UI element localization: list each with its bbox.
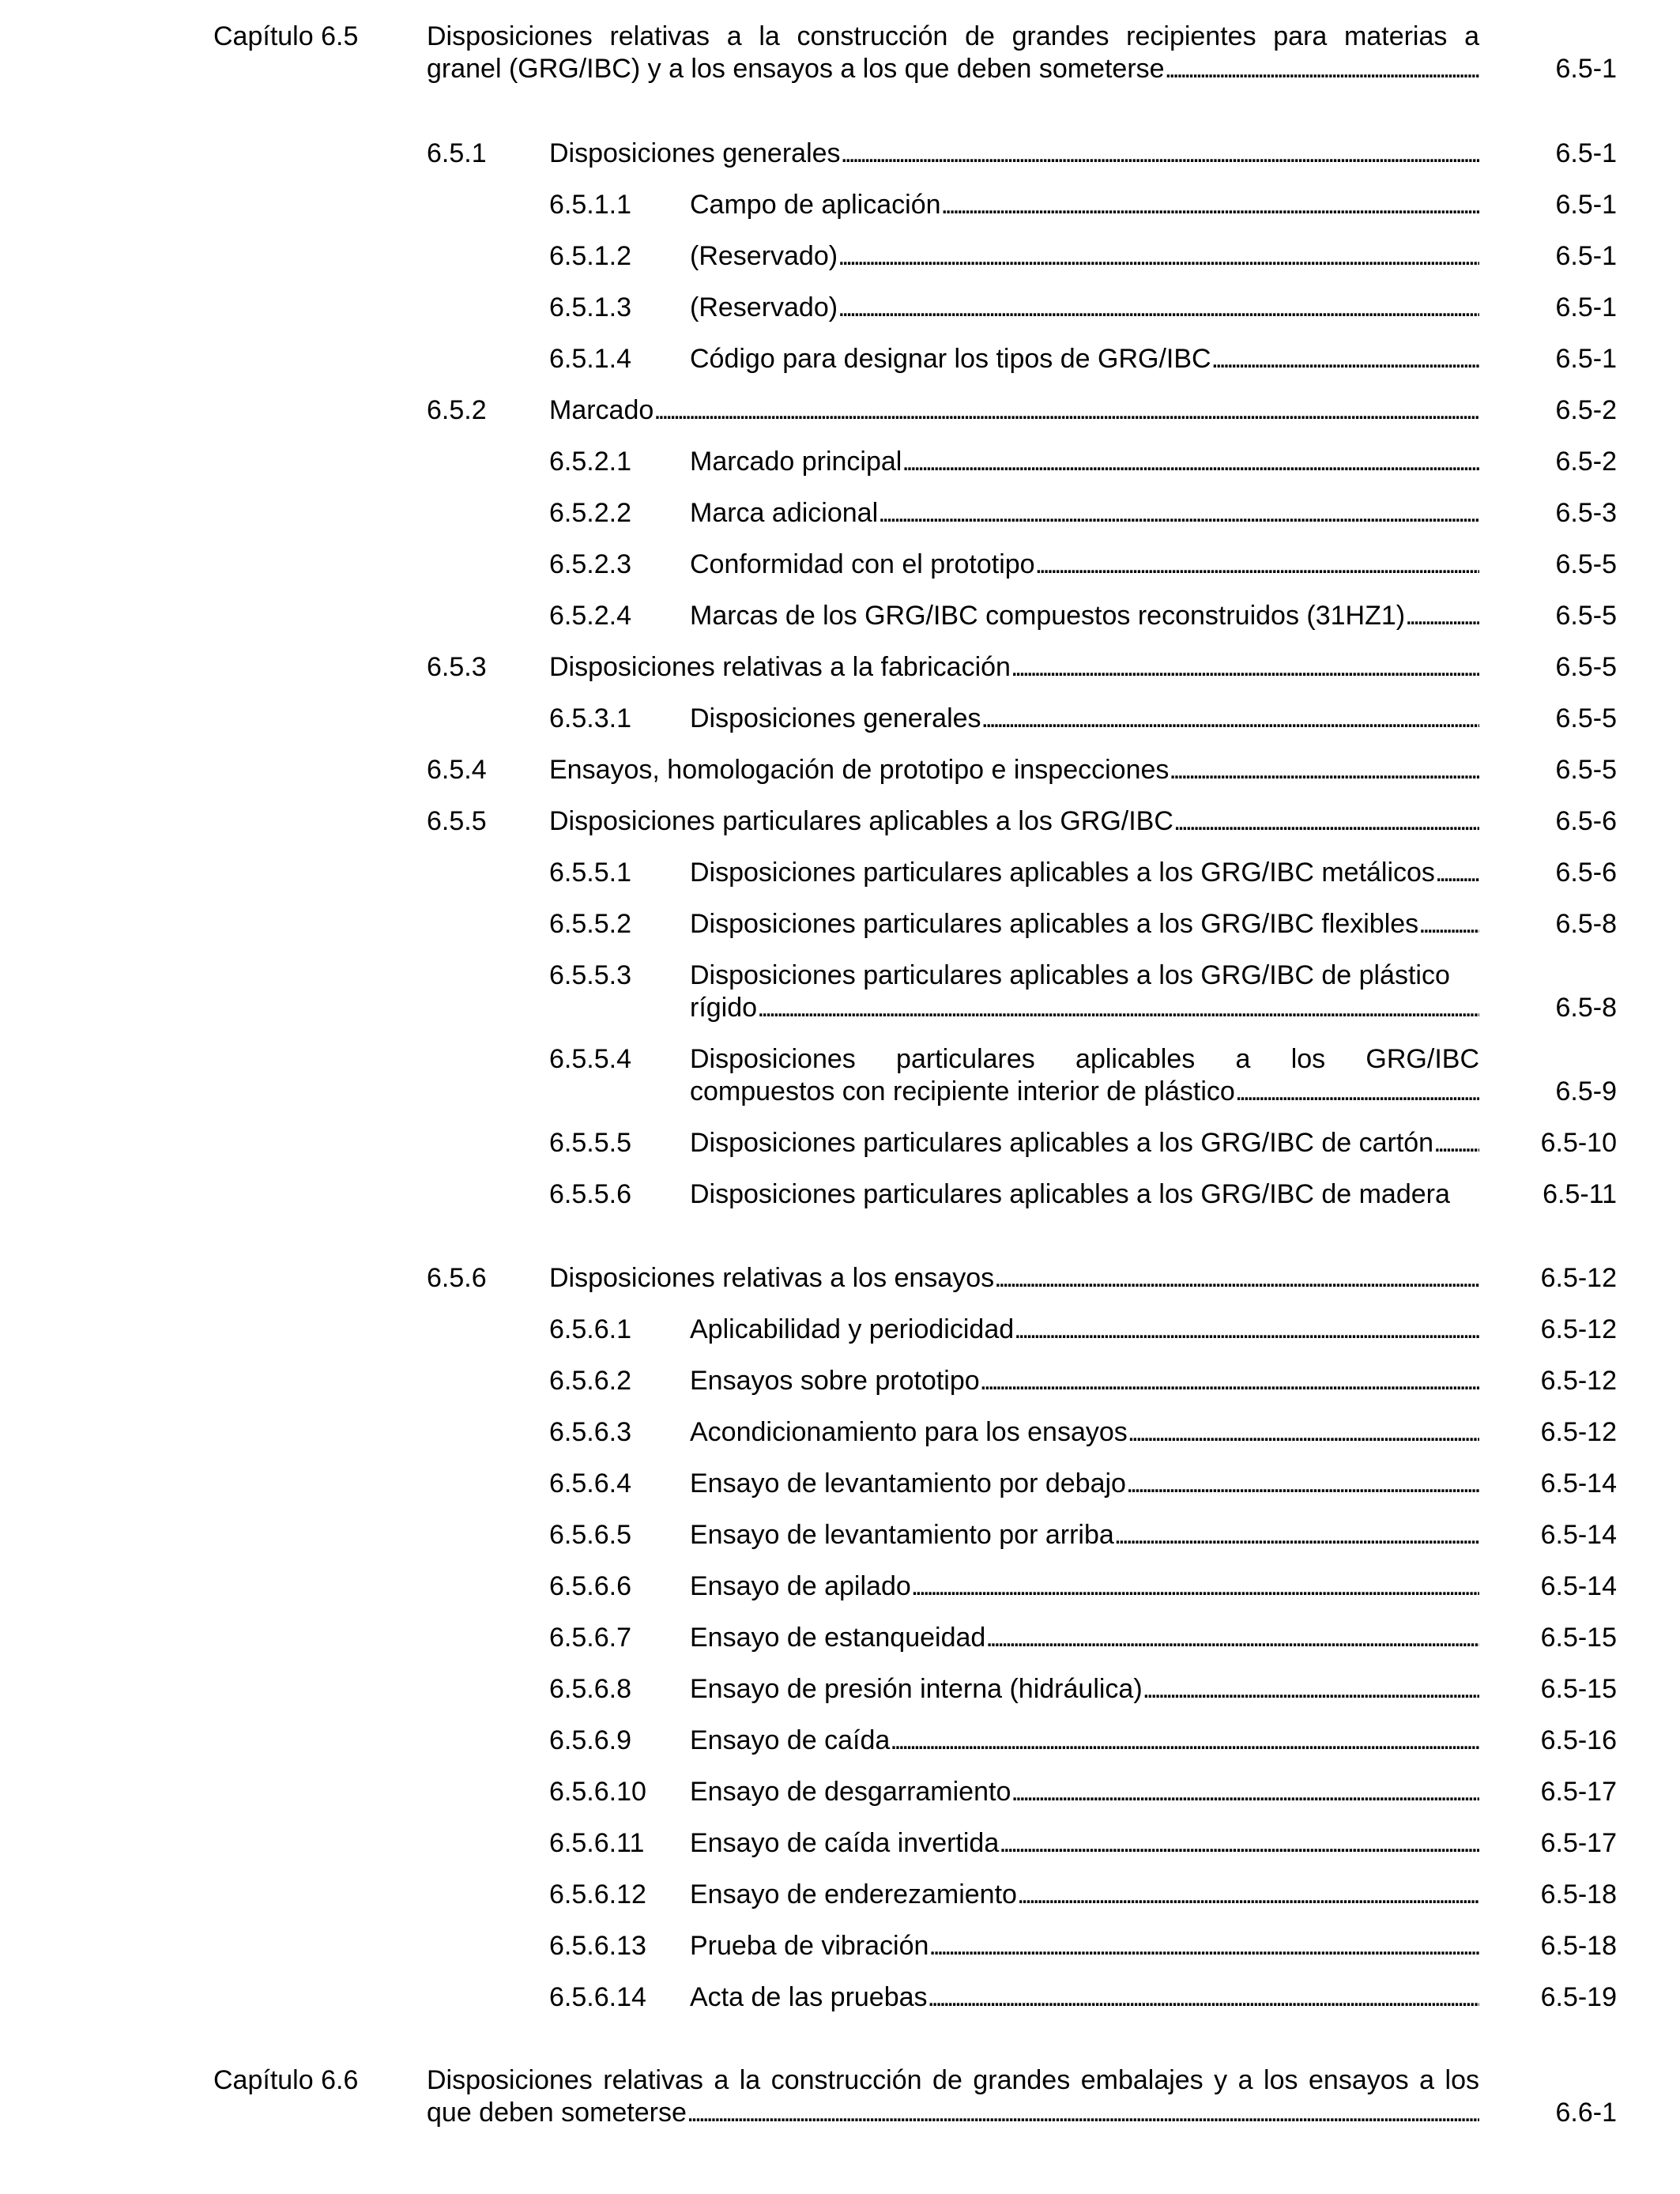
chapter-title-line-1: Disposiciones relativas a la construcción de grandes embalajes y a los ensayos a los xyxy=(427,2065,1479,2095)
entry-page: 6.5-1 xyxy=(1555,241,1617,271)
dot-leader xyxy=(1211,343,1479,375)
entry-title: Disposiciones particulares aplicables a los GRG/IBC flexibles xyxy=(690,909,1419,939)
entry-number: 6.5.6.14 xyxy=(549,1982,646,2012)
entry-number: 6.5.4 xyxy=(427,755,487,785)
entry-title: Disposiciones relativas a los ensayos xyxy=(549,1263,995,1293)
entry-title: Marcado principal xyxy=(690,447,902,477)
entry-title-line-1: Disposiciones particulares aplicables a los GRG/IBC xyxy=(690,1044,1479,1074)
entry-number: 6.5.6.5 xyxy=(549,1520,631,1550)
entry-page: 6.5-5 xyxy=(1555,703,1617,733)
entry-number: 6.5.6.3 xyxy=(549,1417,631,1447)
entry-page: 6.5-2 xyxy=(1555,447,1617,477)
entry-page: 6.5-10 xyxy=(1540,1128,1617,1158)
chapter-label: Capítulo 6.6 xyxy=(213,2065,359,2095)
entry-number: 6.5.5 xyxy=(427,806,487,836)
dot-leader xyxy=(1418,908,1479,941)
dot-leader xyxy=(1235,1076,1479,1108)
dot-leader xyxy=(1405,600,1479,632)
entry-page: 6.5-14 xyxy=(1540,1468,1617,1498)
entry-title-line-1 xyxy=(690,959,1479,992)
entry-number: 6.5.1.3 xyxy=(549,292,631,322)
entry-title-text: que deben someterse xyxy=(427,2098,687,2128)
entry-number: 6.5.3.1 xyxy=(549,703,631,733)
dot-leader xyxy=(757,992,1479,1024)
entry-page: 6.5-1 xyxy=(1555,54,1617,84)
entry-page: 6.5-6 xyxy=(1555,806,1617,836)
entry-number: 6.5.1.2 xyxy=(549,241,631,271)
entry-title: Marcado xyxy=(549,395,654,425)
entry-page: 6.5-5 xyxy=(1555,549,1617,579)
entry-title: Campo de aplicación xyxy=(690,190,941,220)
dot-leader xyxy=(994,1262,1479,1295)
entry-title: Acondicionamiento para los ensayos xyxy=(690,1417,1128,1447)
entry-title-text: compuestos con recipiente interior de plástico xyxy=(690,1076,1235,1106)
entry-title: Ensayo de caída xyxy=(690,1725,891,1755)
entry-title: Prueba de vibración xyxy=(690,1931,929,1961)
entry-title: (Reservado) xyxy=(690,292,838,322)
dot-leader xyxy=(1017,1879,1479,1911)
entry-number: 6.5.6.13 xyxy=(549,1931,646,1961)
dot-leader xyxy=(1126,1468,1479,1500)
entry-title: Disposiciones relativas a la fabricación xyxy=(549,652,1011,682)
entry-page: 6.5-5 xyxy=(1555,652,1617,682)
entry-number: 6.5.2.1 xyxy=(549,447,631,477)
entry-number: 6.5.6.7 xyxy=(549,1623,631,1653)
entry-page: 6.5-1 xyxy=(1555,190,1617,220)
entry-page: 6.5-15 xyxy=(1540,1623,1617,1653)
entry-title: Marcas de los GRG/IBC compuestos reconstruidos (31HZ1) xyxy=(690,601,1406,631)
chapter-label: Capítulo 6.5 xyxy=(213,21,359,51)
entry-title-text: Disposiciones particulares aplicables a los GRG/IBC de plástico xyxy=(690,960,1450,990)
entry-number: 6.5.1.1 xyxy=(549,190,631,220)
entry-title-text: rígido xyxy=(690,993,758,1023)
entry-number: 6.5.6.12 xyxy=(549,1879,646,1909)
entry-title-line-2 xyxy=(690,1076,1479,1108)
entry-number: 6.5.2 xyxy=(427,395,487,425)
entry-page: 6.5-2 xyxy=(1555,395,1617,425)
dot-leader xyxy=(928,1981,1479,2014)
entry-title: Código para designar los tipos de GRG/IBC xyxy=(690,344,1211,374)
entry-page: 6.5-1 xyxy=(1555,292,1617,322)
dot-leader xyxy=(687,2097,1479,2129)
entry-number: 6.5.5.6 xyxy=(549,1179,631,1209)
entry-title: (Reservado) xyxy=(690,241,838,271)
entry-number: 6.5.5.5 xyxy=(549,1128,631,1158)
entry-number: 6.5.5.1 xyxy=(549,858,631,888)
entry-number: 6.5.6.4 xyxy=(549,1468,631,1498)
chapter-title-line-2 xyxy=(427,2097,1479,2129)
dot-leader xyxy=(1169,754,1479,786)
entry-number: 6.5.5.3 xyxy=(549,960,631,990)
entry-title: Disposiciones particulares aplicables a los GRG/IBC de cartón xyxy=(690,1128,1434,1158)
entry-title: Conformidad con el prototipo xyxy=(690,549,1035,579)
dot-leader xyxy=(1011,651,1479,684)
entry-page: 6.5-1 xyxy=(1555,138,1617,168)
dot-leader xyxy=(654,394,1479,427)
entry-page: 6.5-3 xyxy=(1555,498,1617,528)
entry-title: Ensayo de levantamiento por arriba xyxy=(690,1520,1114,1550)
entry-number: 6.5.6.8 xyxy=(549,1674,631,1704)
entry-page: 6.5-18 xyxy=(1540,1931,1617,1961)
entry-page: 6.5-8 xyxy=(1555,909,1617,939)
entry-number: 6.5.6.9 xyxy=(549,1725,631,1755)
entry-title: Ensayo de levantamiento por debajo xyxy=(690,1468,1126,1498)
dot-leader xyxy=(980,1365,1479,1397)
entry-title-line-2 xyxy=(690,992,1479,1024)
entry-title: Disposiciones particulares aplicables a los GRG/IBC de madera xyxy=(690,1179,1450,1209)
entry-title: Disposiciones particulares aplicables a los GRG/IBC metálicos xyxy=(690,858,1435,888)
dot-leader xyxy=(1165,53,1479,85)
entry-title: Ensayo de apilado xyxy=(690,1571,911,1601)
entry-title: Acta de las pruebas xyxy=(690,1982,928,2012)
entry-page: 6.5-18 xyxy=(1540,1879,1617,1909)
entry-number: 6.5.6.11 xyxy=(549,1828,645,1858)
entry-page: 6.5-17 xyxy=(1540,1828,1617,1858)
entry-number: 6.5.6.10 xyxy=(549,1777,646,1807)
entry-title: Ensayo de enderezamiento xyxy=(690,1879,1017,1909)
entry-title: Disposiciones generales xyxy=(690,703,981,733)
dot-leader xyxy=(1173,805,1479,838)
dot-leader xyxy=(1128,1416,1479,1449)
entry-title-text: granel (GRG/IBC) y a los ensayos a los que deben someterse xyxy=(427,54,1165,84)
entry-title: Ensayo de caída invertida xyxy=(690,1828,1000,1858)
dot-leader xyxy=(1011,1776,1479,1808)
dot-leader xyxy=(929,1930,1479,1962)
entry-page: 6.5-8 xyxy=(1555,993,1617,1023)
entry-number: 6.5.1.4 xyxy=(549,344,631,374)
entry-page: 6.5-1 xyxy=(1555,344,1617,374)
entry-title: Ensayos, homologación de prototipo e inspecciones xyxy=(549,755,1170,785)
dot-leader xyxy=(999,1827,1479,1860)
dot-leader xyxy=(890,1725,1479,1757)
entry-page: 6.5-12 xyxy=(1540,1263,1617,1293)
dot-leader xyxy=(981,703,1479,735)
entry-number: 6.5.5.4 xyxy=(549,1044,631,1074)
entry-title: Ensayo de presión interna (hidráulica) xyxy=(690,1674,1143,1704)
entry-title: Aplicabilidad y periodicidad xyxy=(690,1314,1015,1344)
dot-leader xyxy=(1014,1314,1479,1346)
dot-leader xyxy=(841,138,1479,170)
dot-leader xyxy=(1035,548,1479,581)
entry-number: 6.5.6.2 xyxy=(549,1366,631,1396)
entry-page: 6.5-12 xyxy=(1540,1314,1617,1344)
chapter-title-line-1: Disposiciones relativas a la construcción de grandes recipientes para materias a xyxy=(427,21,1479,51)
entry-title: Ensayos sobre prototipo xyxy=(690,1366,980,1396)
entry-title: Ensayo de desgarramiento xyxy=(690,1777,1011,1807)
dot-leader xyxy=(1435,857,1479,889)
entry-page: 6.5-6 xyxy=(1555,858,1617,888)
entry-page: 6.5-16 xyxy=(1540,1725,1617,1755)
entry-number: 6.5.2.2 xyxy=(549,498,631,528)
entry-number: 6.5.6.6 xyxy=(549,1571,631,1601)
entry-number: 6.5.2.4 xyxy=(549,601,631,631)
entry-number: 6.5.1 xyxy=(427,138,487,168)
entry-title: Disposiciones particulares aplicables a los GRG/IBC xyxy=(549,806,1173,836)
entry-page: 6.5-5 xyxy=(1555,755,1617,785)
entry-page: 6.5-15 xyxy=(1540,1674,1617,1704)
entry-page: 6.5-12 xyxy=(1540,1417,1617,1447)
entry-number: 6.5.3 xyxy=(427,652,487,682)
chapter-title xyxy=(427,2064,1479,2129)
entry-page: 6.5-17 xyxy=(1540,1777,1617,1807)
dot-leader xyxy=(902,446,1479,478)
entry-title: Marca adicional xyxy=(690,498,879,528)
chapter-title xyxy=(427,21,1479,85)
entry-number: 6.5.6.1 xyxy=(549,1314,631,1344)
dot-leader xyxy=(838,292,1479,324)
dot-leader xyxy=(1433,1127,1479,1159)
entry-page: 6.5-9 xyxy=(1555,1076,1617,1106)
entry-page: 6.5-5 xyxy=(1555,601,1617,631)
entry-number: 6.5.5.2 xyxy=(549,909,631,939)
dot-leader xyxy=(911,1570,1479,1603)
entry-title: Ensayo de estanqueidad xyxy=(690,1623,986,1653)
entry-number: 6.5.6 xyxy=(427,1263,487,1293)
dot-leader xyxy=(1143,1673,1479,1706)
entry-page: 6.5-11 xyxy=(1543,1179,1617,1209)
dot-leader xyxy=(838,240,1479,273)
dot-leader xyxy=(1114,1519,1479,1551)
chapter-title-line-2 xyxy=(427,53,1479,85)
entry-page: 6.6-1 xyxy=(1555,2098,1617,2128)
entry-page: 6.5-19 xyxy=(1540,1982,1617,2012)
entry-page: 6.5-12 xyxy=(1540,1366,1617,1396)
entry-page: 6.5-14 xyxy=(1540,1571,1617,1601)
dot-leader xyxy=(985,1622,1479,1654)
entry-title: Disposiciones generales xyxy=(549,138,841,168)
entry-number: 6.5.2.3 xyxy=(549,549,631,579)
dot-leader xyxy=(941,189,1479,221)
dot-leader xyxy=(878,497,1479,530)
entry-page: 6.5-14 xyxy=(1540,1520,1617,1550)
